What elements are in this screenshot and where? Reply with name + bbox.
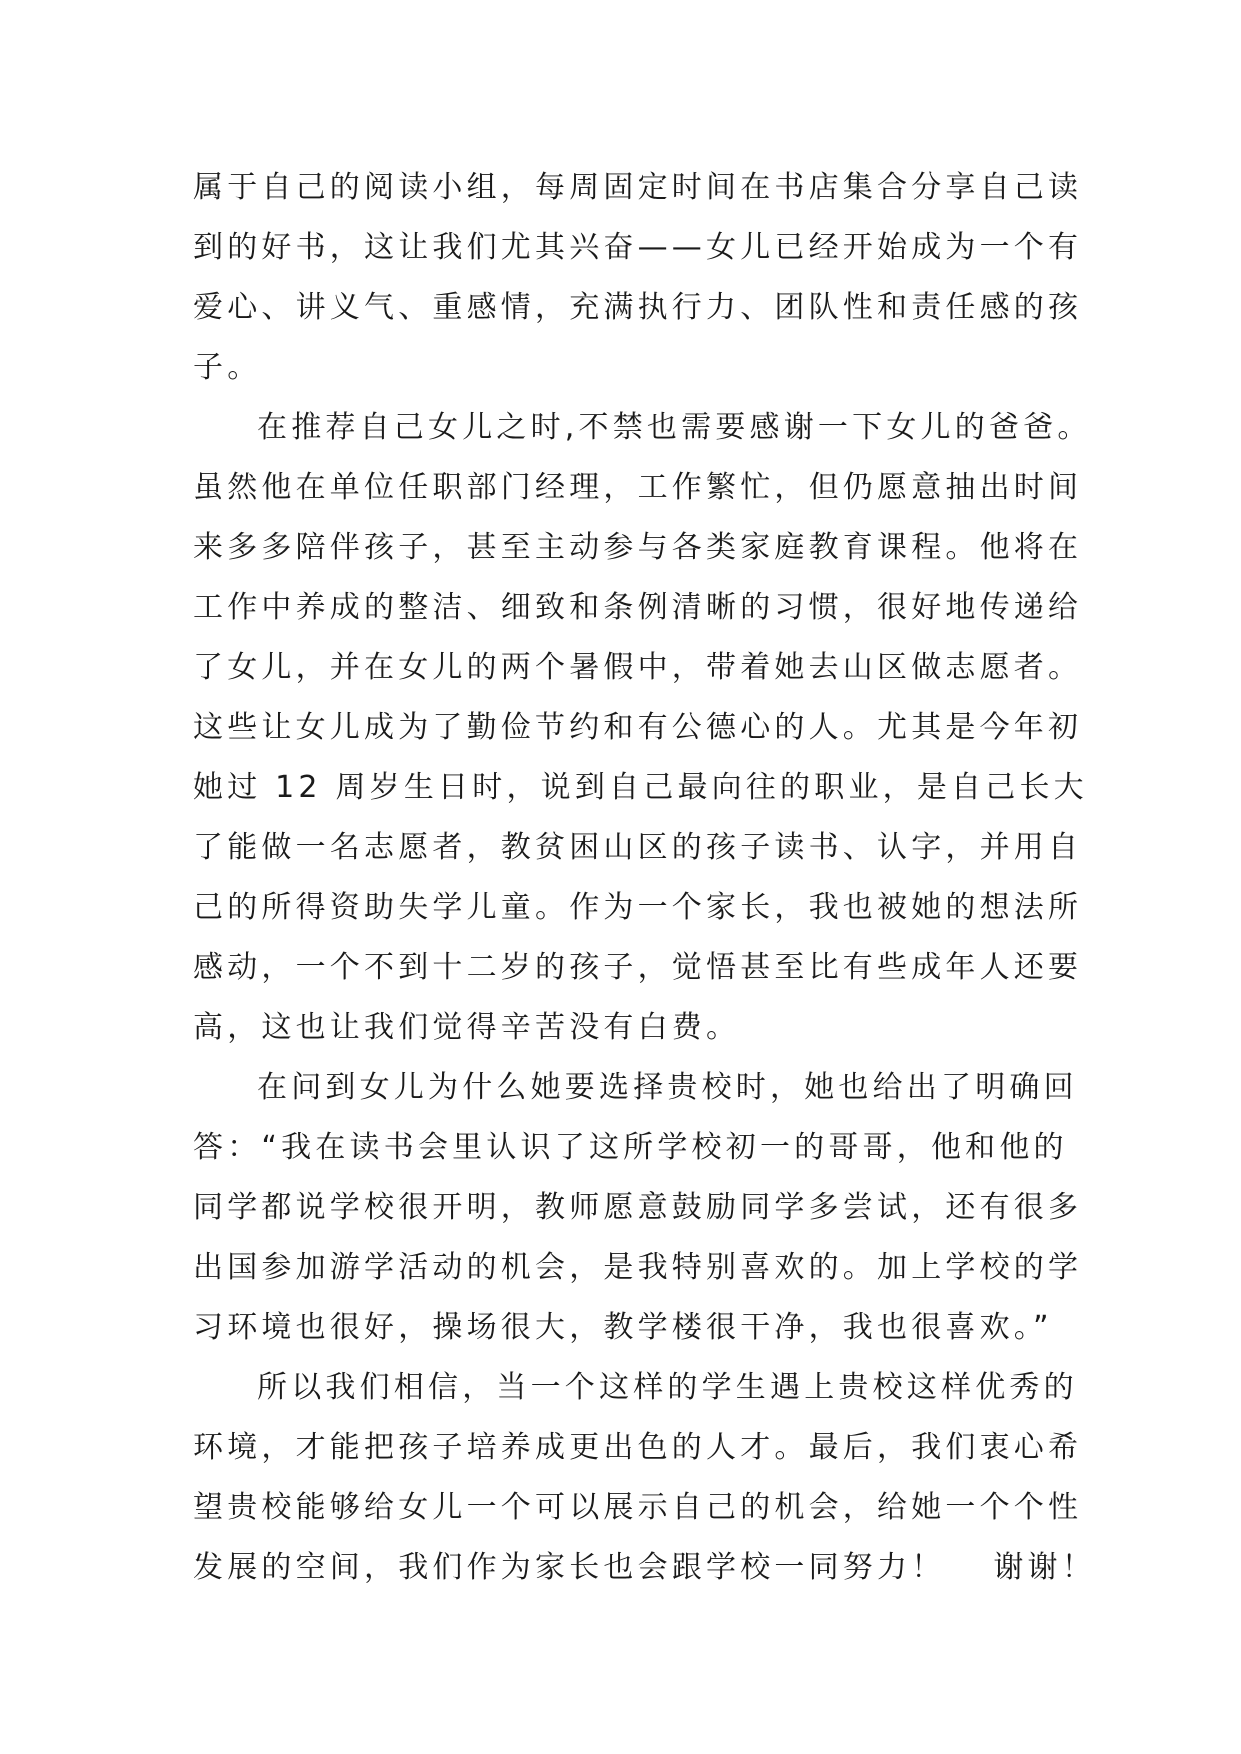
text-line: 到的好书，这让我们尤其兴奋——女儿已经开始成为一个有 (193, 230, 1083, 265)
text-line: 了女儿，并在女儿的两个暑假中，带着她去山区做志愿者。 (193, 650, 1083, 685)
text-line: 爱心、讲义气、重感情，充满执行力、团队性和责任感的孩 (193, 290, 1083, 325)
text-line: 虽然他在单位任职部门经理，工作繁忙，但仍愿意抽出时间 (193, 470, 1083, 505)
text-line: 答：“我在读书会里认识了这所学校初一的哥哥，他和他的 (193, 1130, 1068, 1165)
text-line: 同学都说学校很开明，教师愿意鼓励同学多尝试，还有很多 (193, 1190, 1083, 1225)
paragraph-start-line: 在问到女儿为什么她要选择贵校时，她也给出了明确回 (257, 1070, 1078, 1105)
letter-body (193, 158, 1096, 1598)
text-line: 子。 (193, 350, 262, 385)
text-line: 工作中养成的整洁、细致和条例清晰的习惯，很好地传递给 (193, 590, 1083, 625)
text-line: 出国参加游学活动的机会，是我特别喜欢的。加上学校的学 (193, 1250, 1083, 1285)
text-line: 望贵校能够给女儿一个可以展示自己的机会，给她一个个性 (193, 1490, 1083, 1525)
text-line: 她过 12 周岁生日时，说到自己最向往的职业，是自己长大 (193, 770, 1088, 805)
text-line: 环境，才能把孩子培养成更出色的人才。最后，我们衷心希 (193, 1430, 1083, 1465)
text-line: 感动，一个不到十二岁的孩子，觉悟甚至比有些成年人还要 (193, 950, 1083, 985)
text-line: 属于自己的阅读小组，每周固定时间在书店集合分享自己读 (193, 170, 1083, 205)
text-line: 来多多陪伴孩子，甚至主动参与各类家庭教育课程。他将在 (193, 530, 1083, 565)
text-line: 了能做一名志愿者，教贫困山区的孩子读书、认字，并用自 (193, 830, 1083, 865)
paragraph-start-line: 在推荐自己女儿之时,不禁也需要感谢一下女儿的爸爸。 (257, 410, 1092, 445)
text-line: 高，这也让我们觉得辛苦没有白费。 (193, 1010, 741, 1045)
text-line: 这些让女儿成为了勤俭节约和有公德心的人。尤其是今年初 (193, 710, 1083, 745)
paragraph-start-line: 所以我们相信，当一个这样的学生遇上贵校这样优秀的 (257, 1370, 1078, 1405)
text-line: 己的所得资助失学儿童。作为一个家长，我也被她的想法所 (193, 890, 1083, 925)
text-line: 发展的空间，我们作为家长也会跟学校一同努力！ 谢谢！ (193, 1550, 1096, 1585)
text-line: 习环境也很好，操场很大，教学楼很干净，我也很喜欢。” (193, 1310, 1053, 1345)
